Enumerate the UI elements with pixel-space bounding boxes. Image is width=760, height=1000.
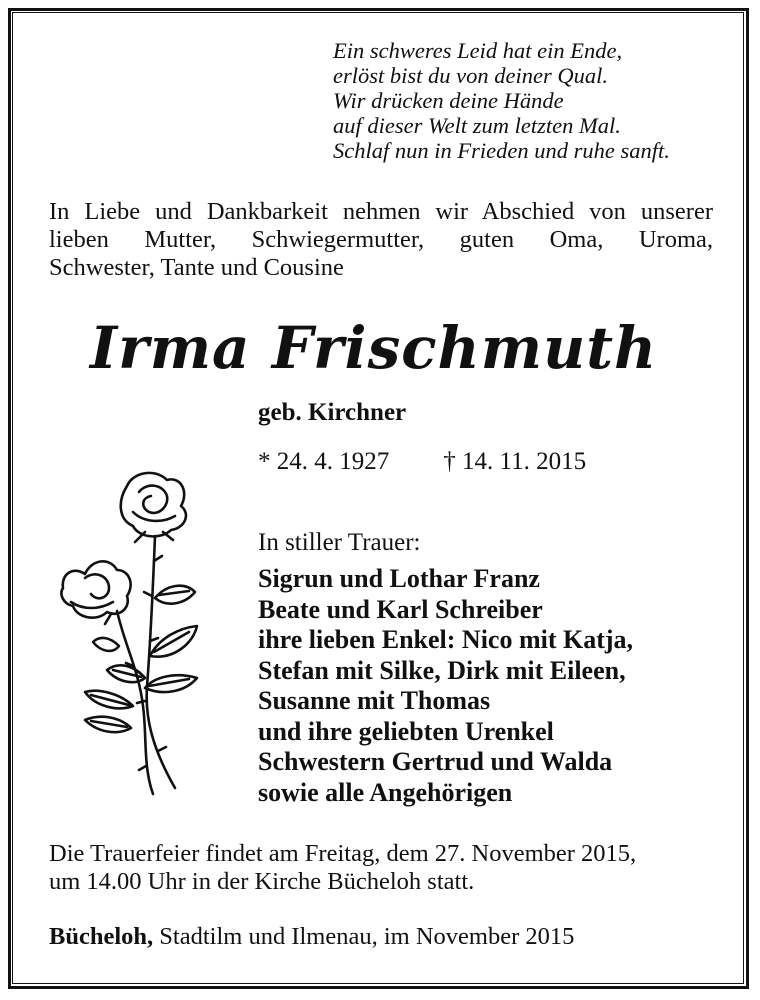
place-rest: Stadtilm und Ilmenau, im November 2015: [159, 923, 575, 950]
intro-line: Schwester, Tante und Cousine: [49, 254, 344, 281]
poem-line: Schlaf nun in Frieden und ruhe sanft.: [333, 138, 670, 163]
intro-line: lieben Mutter, Schwiegermutter, guten Oma, Uroma,: [49, 226, 713, 253]
mourner-line: ihre lieben Enkel: Nico mit Katja,: [258, 625, 634, 654]
funeral-line: Die Trauerfeier findet am Freitag, dem 27. November 2015,: [49, 840, 637, 867]
intro-line: In Liebe und Dankbarkeit nehmen wir Abschied von unserer: [49, 198, 713, 225]
funeral-line: um 14.00 Uhr in der Kirche Bücheloh statt.: [49, 868, 475, 895]
mourner-line: Sigrun und Lothar Franz: [258, 564, 540, 593]
mourning-label: In stiller Trauer:: [258, 529, 421, 556]
poem-line: Ein schweres Leid hat ein Ende,: [333, 38, 623, 63]
birth-name: geb. Kirchner: [258, 399, 407, 426]
mourner-line: und ihre geliebten Urenkel: [258, 716, 554, 746]
funeral-info: [49, 840, 636, 896]
mourner-line: Beate und Karl Schreiber: [258, 594, 543, 624]
farewell-intro: [49, 198, 713, 282]
life-dates: [258, 447, 586, 477]
place-and-date: [49, 922, 574, 952]
mourner-line: Susanne mit Thomas: [258, 686, 491, 715]
memorial-poem: [333, 38, 670, 163]
place-town: Bücheloh,: [49, 923, 154, 950]
deceased-name: Irma Frischmuth: [90, 314, 658, 382]
birth-date: * 24. 4. 1927: [258, 448, 390, 475]
mourner-line: sowie alle Angehörigen: [258, 777, 513, 807]
mourner-line: Schwestern Gertrud und Walda: [258, 747, 613, 776]
rose-illustration-icon: [55, 466, 215, 806]
poem-line: Wir drücken deine Hände: [333, 88, 564, 113]
mourner-line: Stefan mit Silke, Dirk mit Eileen,: [258, 655, 626, 685]
poem-line: erlöst bist du von deiner Qual.: [333, 63, 608, 88]
death-date: † 14. 11. 2015: [443, 448, 587, 475]
mourners-list: [258, 564, 633, 808]
poem-line: auf dieser Welt zum letzten Mal.: [333, 113, 621, 138]
